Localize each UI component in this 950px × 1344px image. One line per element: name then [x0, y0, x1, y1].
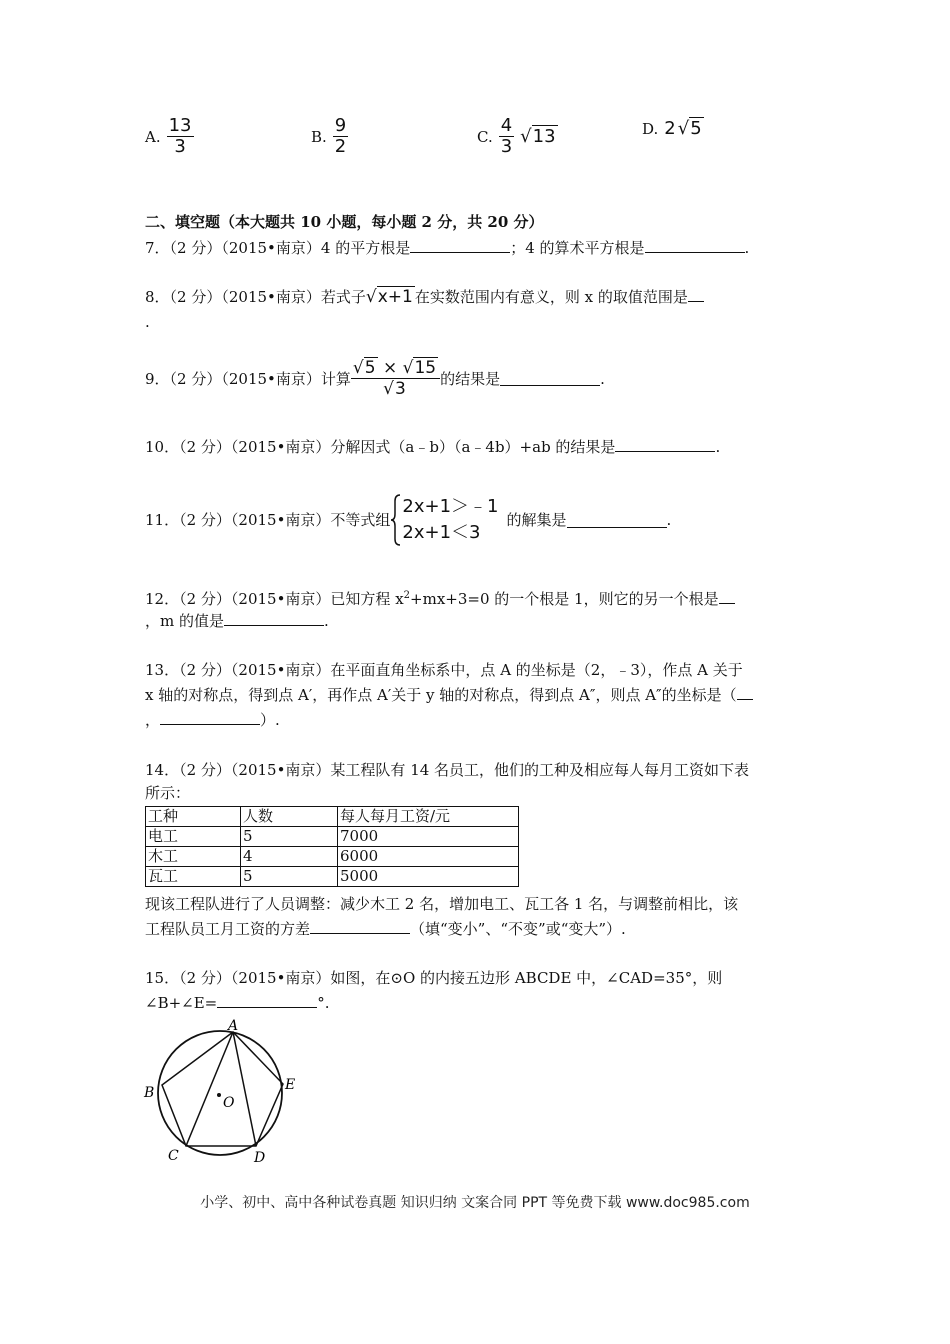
table-row — [146, 827, 519, 847]
q8-prefix: 8．（2 分）（2015•南京）若式子 — [145, 288, 366, 306]
label-o: O — [223, 1095, 235, 1111]
label-c: C — [168, 1148, 179, 1164]
q12-blank-1[interactable] — [719, 589, 735, 604]
q12-suffix: +mx+3=0 的一个根是 1，则它的另一个根是 — [410, 590, 719, 608]
q13-blank-1[interactable] — [737, 685, 753, 700]
option-b — [311, 116, 348, 157]
option-b-num: 9 — [334, 115, 347, 136]
table-header-cell: 每人每月工资/元 — [338, 807, 519, 827]
option-b-den: 2 — [334, 136, 347, 157]
segment-ad — [233, 1032, 256, 1146]
option-d-radicand: 5 — [690, 118, 702, 139]
section-title: 二、填空题（本大题共 10 小题，每小题 2 分，共 20 分） — [145, 213, 544, 231]
center-point — [217, 1093, 221, 1097]
q12-prefix: 12．（2 分）（2015•南京）已知方程 x — [145, 590, 404, 608]
q12-sup: 2 — [403, 590, 411, 601]
q13-blank-2[interactable] — [160, 710, 260, 725]
q13-line2-text: x 轴的对称点，得到点 A′，再作点 A′关于 y 轴的对称点，得到点 A″，则点 A″的坐标是（ — [145, 686, 737, 704]
question-12 — [145, 586, 735, 609]
label-e: E — [285, 1077, 296, 1093]
q7-end: . — [744, 239, 750, 257]
table-cell: 4 — [241, 847, 338, 867]
wage-table — [145, 806, 519, 887]
option-b-fraction — [333, 116, 348, 157]
option-d — [642, 118, 704, 139]
table-cell: 5 — [241, 827, 338, 847]
option-a — [145, 116, 194, 157]
table-header-cell: 工种 — [146, 807, 241, 827]
table-cell: 瓦工 — [146, 867, 241, 887]
table-cell: 7000 — [338, 827, 519, 847]
label-d: D — [254, 1150, 266, 1165]
q9-sqrt-a: √5 — [352, 358, 376, 378]
q9-fraction — [351, 358, 440, 399]
q15-line2-start: ∠B+∠E= — [145, 994, 218, 1012]
q11-ineq-1: 2x+1＞﹣1 — [402, 496, 499, 517]
q14-after-2 — [145, 919, 626, 939]
table-cell: 6000 — [338, 847, 519, 867]
q13-line3-start: ， — [145, 711, 161, 729]
q11-system — [390, 493, 498, 547]
question-11 — [145, 490, 671, 550]
q9-numerator — [351, 358, 440, 379]
footer-text: 小学、初中、高中各种试卷真题 知识归纳 文案合同 PPT 等免费下载 www.doc985.com — [200, 1195, 750, 1211]
q10-end: . — [715, 438, 721, 456]
q12-line2-start: ，m 的值是 — [145, 612, 224, 630]
q7-mid: ；4 的算术平方根是 — [510, 239, 645, 257]
q11-suffix: 的解集是 — [506, 511, 567, 529]
q11-prefix: 11．（2 分）（2015•南京）不等式组 — [145, 511, 391, 529]
q12-blank-2[interactable] — [224, 611, 324, 626]
option-c — [477, 116, 558, 157]
q9-radicand-b: 15 — [414, 358, 437, 378]
q14-after-1: 现该工程队进行了人员调整：减少木工 2 名，增加电工、瓦工各 1 名，与调整前相比，该 — [145, 895, 739, 913]
q11-end: . — [666, 511, 672, 529]
option-c-num: 4 — [500, 115, 513, 136]
q8-blank[interactable] — [688, 287, 704, 302]
q9-suffix: 的结果是 — [440, 369, 501, 388]
q11-ineq-2: 2x+1＜3 — [402, 522, 481, 543]
q9-sqrt-den: √3 — [383, 379, 406, 399]
option-d-coef: 2 — [664, 118, 676, 139]
q9-radicand-den: 3 — [395, 379, 406, 399]
q11-blank[interactable] — [567, 513, 667, 528]
q9-sqrt-b: √15 — [402, 358, 437, 378]
q15-blank[interactable] — [217, 993, 317, 1008]
q11-inequalities — [402, 494, 498, 546]
q9-times: × — [382, 358, 398, 378]
option-d-sqrt: √5 — [677, 118, 702, 139]
q10-text: 10．（2 分）（2015•南京）分解因式（a﹣b）（a﹣4b）+ab 的结果是 — [145, 438, 616, 456]
q15-line2-end: °. — [317, 994, 330, 1012]
option-a-den: 3 — [174, 136, 186, 157]
question-8 — [145, 287, 704, 307]
option-c-radicand: 13 — [532, 126, 556, 147]
question-12-line-2 — [145, 611, 329, 631]
option-a-fraction — [167, 116, 194, 157]
q9-prefix: 9．（2 分）（2015•南京）计算 — [145, 369, 351, 388]
table-cell: 电工 — [146, 827, 241, 847]
table-cell: 木工 — [146, 847, 241, 867]
table-header-row — [146, 807, 519, 827]
option-d-letter: D. — [642, 119, 659, 138]
circle-o — [158, 1031, 282, 1155]
option-c-fraction — [499, 116, 514, 157]
table-cell: 5000 — [338, 867, 519, 887]
q9-denominator — [351, 379, 440, 399]
q8-end: . — [145, 313, 150, 331]
option-b-letter: B. — [311, 127, 327, 146]
left-brace-icon — [390, 493, 402, 547]
q9-radicand-a: 5 — [364, 358, 376, 378]
q9-blank[interactable] — [500, 371, 600, 386]
q14-after2-end: （填“变小”、“不变”或“变大”）. — [410, 920, 626, 938]
q13-line-3 — [145, 710, 280, 730]
question-10 — [145, 437, 720, 457]
question-9 — [145, 358, 605, 399]
q7-blank-2[interactable] — [645, 238, 745, 253]
q10-blank[interactable] — [615, 437, 715, 452]
q13-line-2 — [145, 685, 753, 705]
q15-line-1: 15．（2 分）（2015•南京）如图，在⊙O 的内接五边形 ABCDE 中，∠CAD=35°，则 — [145, 969, 723, 987]
q13-line-1: 13．（2 分）（2015•南京）在平面直角坐标系中，点 A 的坐标是（2，﹣3），作点 A 关于 — [145, 661, 743, 679]
option-c-den: 3 — [500, 136, 513, 157]
table-header-cell: 人数 — [241, 807, 338, 827]
q14-line-1: 14．（2 分）（2015•南京）某工程队有 14 名员工，他们的工种及相应每人每月工资如下表 — [145, 761, 750, 779]
q7-prefix: 7．（2 分）（2015•南京）4 的平方根是 — [145, 239, 411, 257]
option-c-sqrt: √13 — [520, 126, 556, 147]
q7-blank-1[interactable] — [410, 238, 510, 253]
table-cell: 5 — [241, 867, 338, 887]
label-b: B — [144, 1085, 155, 1101]
q14-after2-start: 工程队员工月工资的方差 — [145, 920, 311, 938]
q8-suffix: 在实数范围内有意义，则 x 的取值范围是 — [414, 288, 688, 306]
question-7 — [145, 238, 749, 258]
q9-end: . — [600, 369, 605, 388]
q12-end: . — [324, 612, 329, 630]
q15-line-2 — [145, 993, 330, 1013]
label-a: A — [228, 1018, 239, 1034]
q8-radicand: x+1 — [377, 287, 413, 307]
q14-blank[interactable] — [310, 919, 410, 934]
option-a-num: 13 — [168, 115, 192, 136]
option-a-letter: A. — [145, 127, 161, 146]
pentagon-figure — [140, 1015, 310, 1165]
option-c-letter: C. — [477, 127, 493, 146]
table-row — [146, 867, 519, 887]
q14-line-2: 所示： — [145, 784, 191, 802]
q8-sqrt: √x+1 — [365, 287, 413, 307]
table-row — [146, 847, 519, 867]
q13-line3-end: ）. — [260, 711, 280, 729]
